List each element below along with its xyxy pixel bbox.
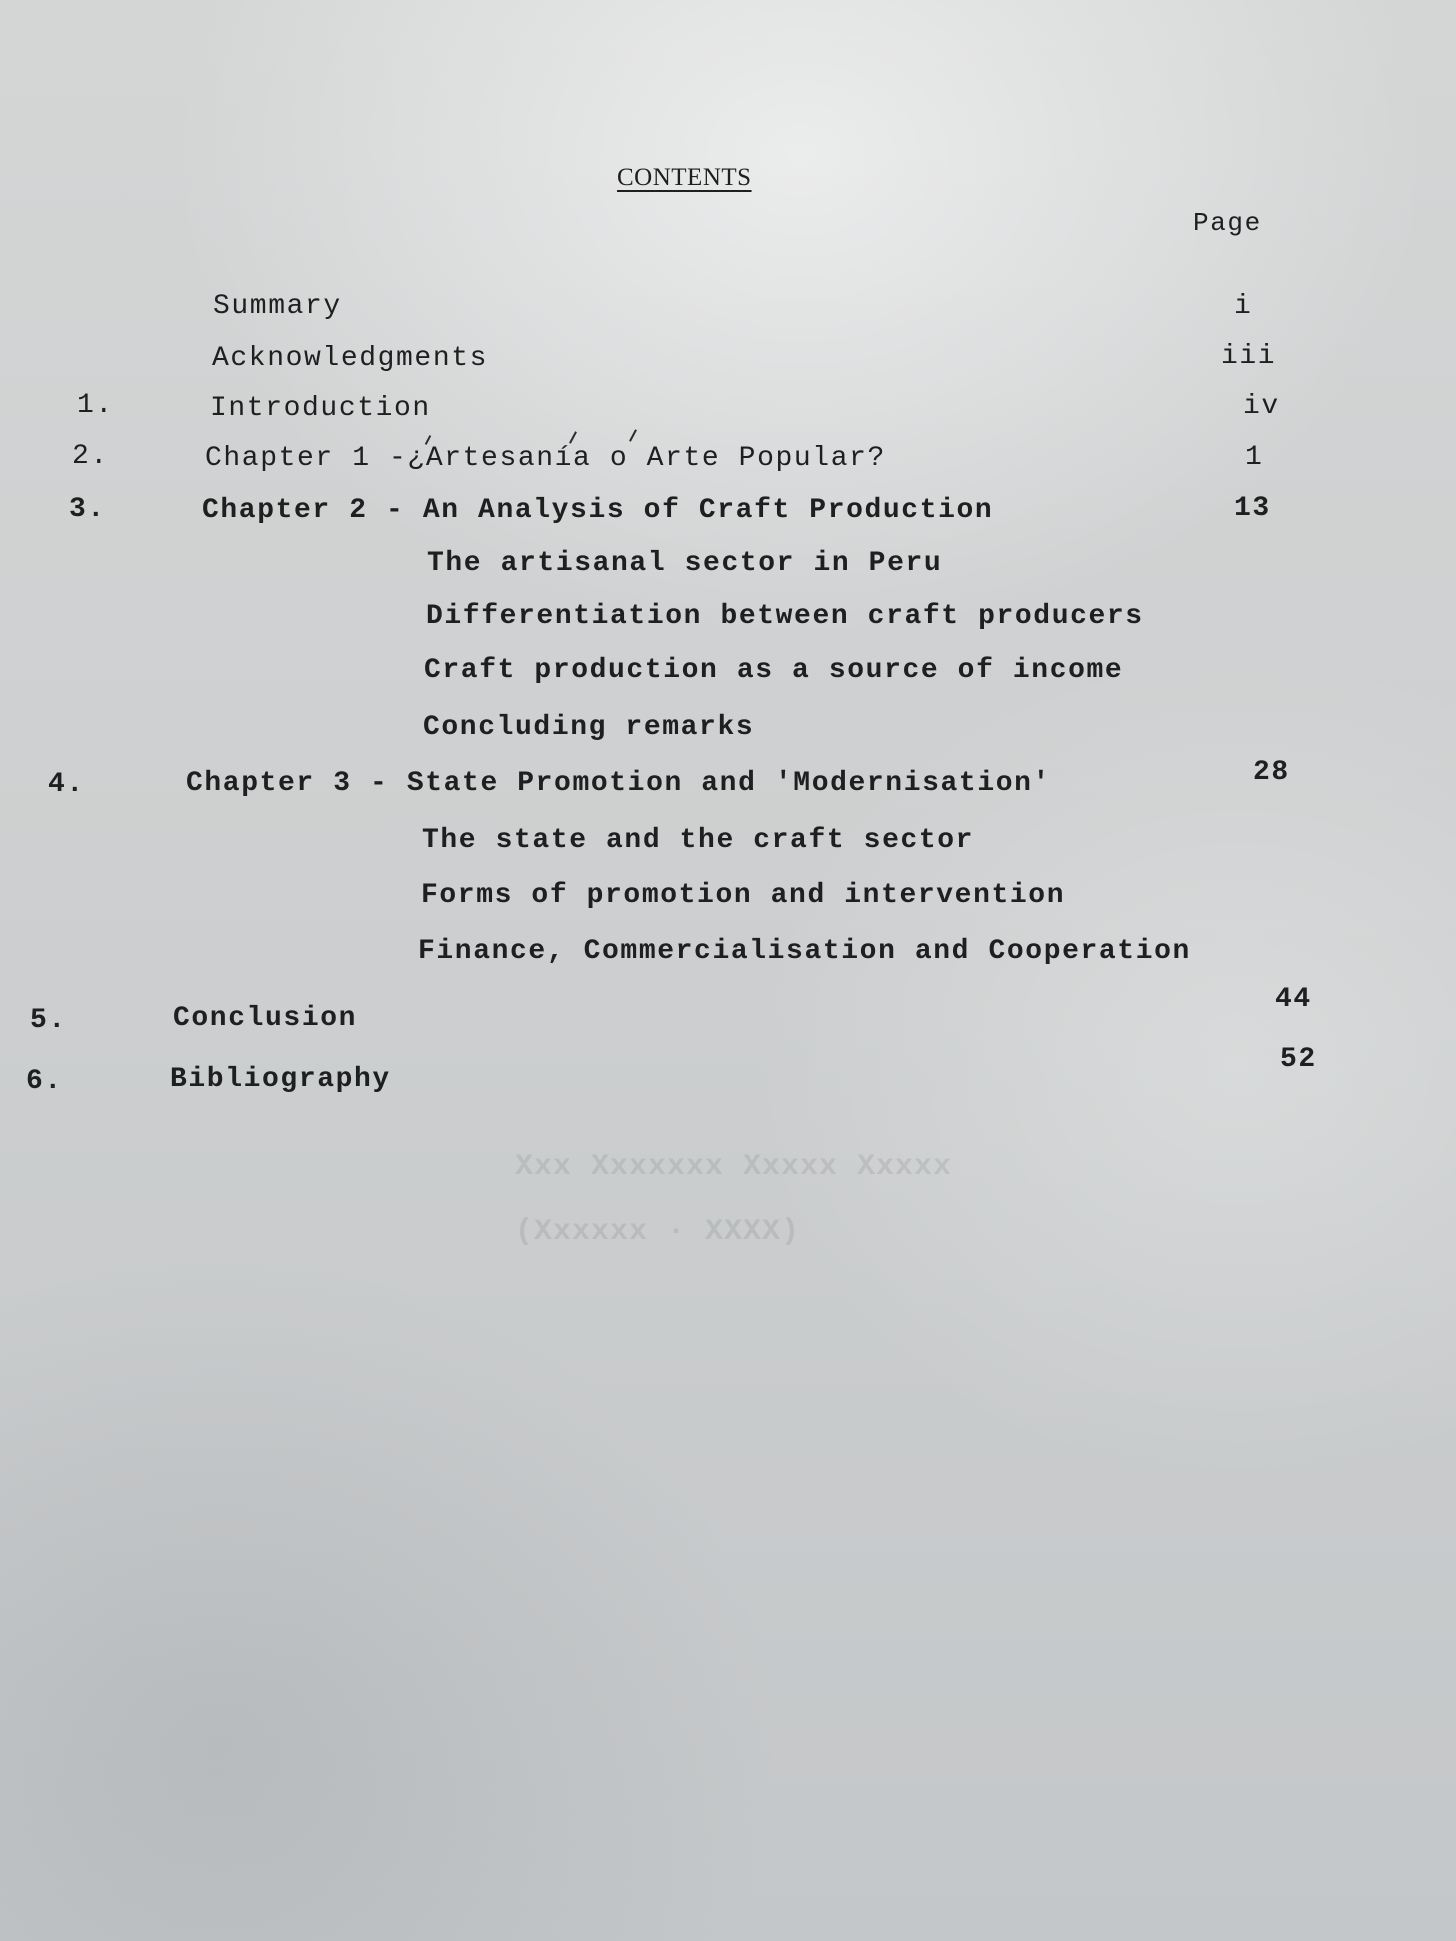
toc-entry-page: iii [1221, 341, 1277, 372]
contents-heading: CONTENTS [617, 164, 752, 191]
toc-entry-page: 52 [1280, 1044, 1317, 1075]
toc-section: The state and the craft sector [422, 825, 975, 856]
bleed-through-text: Xxx Xxxxxxx Xxxxx Xxxxx [515, 1150, 953, 1184]
page-column-label: Page [1193, 208, 1262, 238]
toc-entry-title: Chapter 2 - An Analysis of Craft Production [202, 495, 994, 526]
toc-entry-number: 2. [72, 441, 109, 472]
toc-section: Craft production as a source of income [424, 655, 1124, 686]
toc-entry-title: Bibliography [170, 1064, 391, 1095]
handwritten-accent-mark [629, 429, 637, 441]
toc-entry-page: 1 [1245, 442, 1264, 473]
toc-entry-title: Chapter 1 -¿Artesanía o Arte Popular? [205, 443, 886, 474]
toc-entry-page: 28 [1253, 757, 1290, 788]
toc-entry-page: 13 [1234, 493, 1271, 524]
toc-entry-title: Summary [213, 291, 342, 322]
toc-section: Differentiation between craft producers [426, 601, 1144, 632]
toc-entry-number: 5. [30, 1005, 67, 1036]
bleed-through-text: (Xxxxxx · XXXX) [515, 1215, 801, 1249]
toc-section: Concluding remarks [423, 712, 755, 743]
toc-entry-number: 1. [77, 390, 114, 421]
toc-section: The artisanal sector in Peru [427, 548, 943, 579]
toc-entry-page: 44 [1275, 984, 1312, 1015]
toc-section: Forms of promotion and intervention [421, 880, 1066, 911]
toc-entry-title: Chapter 3 - State Promotion and 'Modernisation' [186, 768, 1051, 799]
toc-entry-page: i [1234, 291, 1253, 322]
toc-entry-title: Acknowledgments [212, 343, 489, 374]
toc-entry-title: Conclusion [173, 1003, 358, 1034]
handwritten-accent-mark [569, 431, 577, 443]
toc-entry-page: iv [1243, 391, 1280, 422]
toc-entry-number: 6. [26, 1066, 63, 1097]
toc-entry-number: 4. [48, 769, 85, 800]
toc-entry-title: Introduction [210, 393, 431, 424]
toc-section: Finance, Commercialisation and Cooperation [418, 936, 1191, 967]
toc-entry-number: 3. [69, 494, 106, 525]
